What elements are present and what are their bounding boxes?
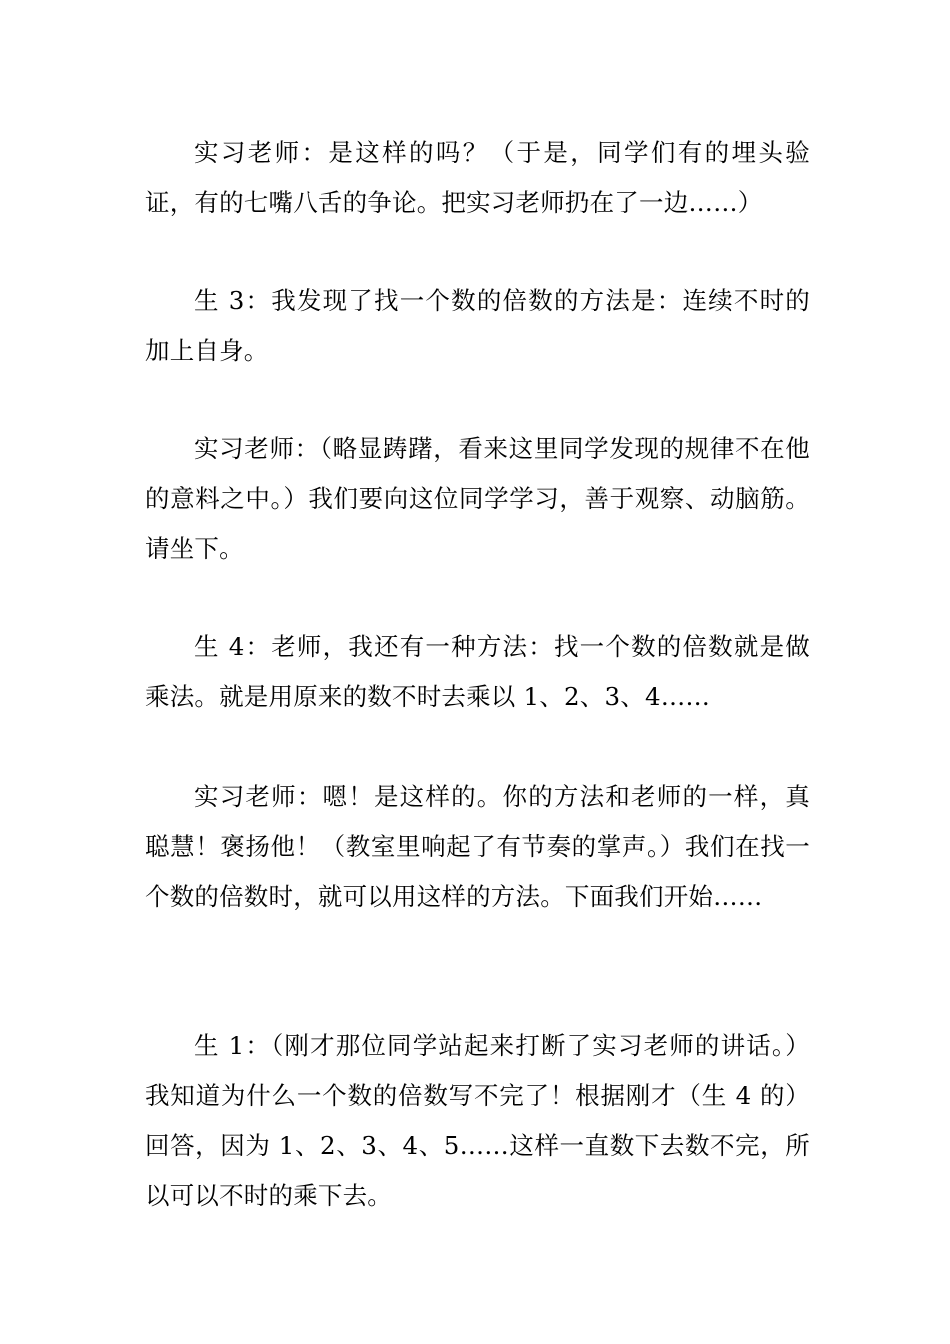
paragraph-teacher-question: 实习老师：是这样的吗？（于是，同学们有的埋头验证，有的七嘴八舌的争论。把实习老师扔在了一边……） bbox=[145, 138, 810, 217]
paragraph-teacher-response: 实习老师：嗯！是这样的。你的方法和老师的一样，真聪慧！褒扬他！（教室里响起了有节奏的掌声。）我们在找一个数的倍数时，就可以用这样的方法。下面我们开始…… bbox=[145, 782, 810, 911]
paragraph-student-3: 生 3：我发现了找一个数的倍数的方法是：连续不时的加上自身。 bbox=[145, 286, 810, 365]
paragraph-teacher-praise: 实习老师：（略显踌躇，看来这里同学发现的规律不在他的意料之中。）我们要向这位同学学习，善于观察、动脑筋。请坐下。 bbox=[145, 434, 810, 563]
paragraph-student-4: 生 4：老师，我还有一种方法：找一个数的倍数就是做乘法。就是用原来的数不时去乘以 1、2、3、4…… bbox=[145, 632, 810, 711]
paragraph-student-1: 生 1：（刚才那位同学站起来打断了实习老师的讲话。）我知道为什么一个数的倍数写不完了！根据刚才（生 4 的）回答，因为 1、2、3、4、5……这样一直数下去数不完，所以可以不时的乘下去。 bbox=[145, 1031, 810, 1210]
